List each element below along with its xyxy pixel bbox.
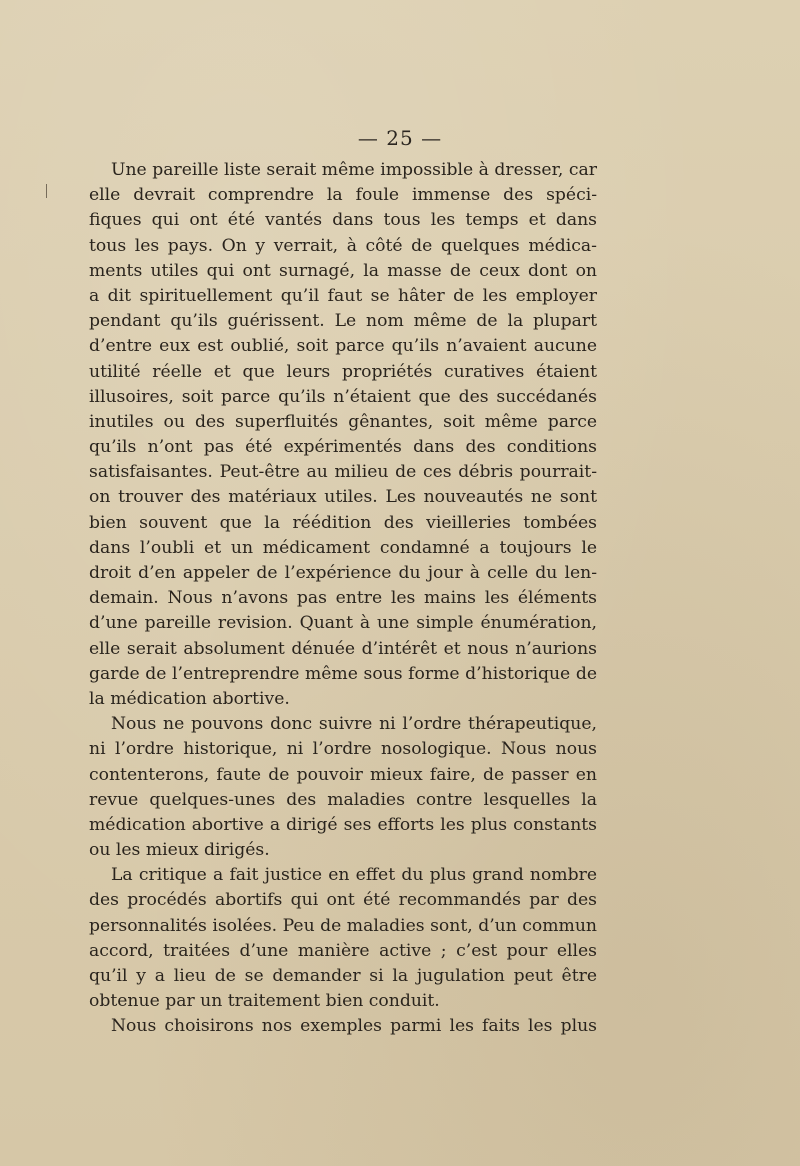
- text-line: contenterons, faute de pouvoir mieux faire, de passer en: [89, 764, 597, 785]
- text-line: garde de l’entreprendre même sous forme d’historique de: [89, 663, 597, 684]
- text-line: inutiles ou des superfluités gênantes, soit même parce: [89, 411, 597, 432]
- text-line: Une pareille liste serait même impossible à dresser, car: [111, 160, 597, 180]
- page-number: — 25 —: [357, 126, 443, 150]
- text-line: utilité réelle et que leurs propriétés curatives étaient: [89, 361, 597, 382]
- text-line: ou les mieux dirigés.: [89, 840, 270, 861]
- text-line: d’une pareille revision. Quant à une simple énumération,: [89, 613, 597, 634]
- body-text: [89, 158, 597, 1040]
- text-line: Nous ne pouvons donc suivre ni l’ordre thérapeutique,: [111, 714, 597, 735]
- text-line: pendant qu’ils guérissent. Le nom même de la plupart: [89, 311, 597, 332]
- text-line: bien souvent que la réédition des vieilleries tombées: [89, 512, 597, 533]
- margin-mark: [46, 184, 47, 198]
- text-line: qu’il y a lieu de se demander si la jugulation peut être: [89, 966, 597, 986]
- text-line: La critique a fait justice en effet du plus grand nombre: [111, 865, 597, 886]
- text-line: illusoires, soit parce qu’ils n’étaient que des succédanés: [89, 386, 597, 407]
- text-line: droit d’en appeler de l’expérience du jour à celle du len-: [89, 563, 597, 583]
- text-line: ments utiles qui ont surnagé, la masse de ceux dont on: [89, 260, 597, 281]
- text-line: obtenue par un traitement bien conduit.: [89, 991, 440, 1012]
- text-line: d’entre eux est oublié, soit parce qu’ils n’avaient aucune: [89, 336, 597, 357]
- text-line: la médication abortive.: [89, 688, 290, 709]
- paragraph-2: [89, 712, 597, 863]
- text-line: fiques qui ont été vantés dans tous les temps et dans: [89, 210, 597, 231]
- text-line: dans l’oubli et un médicament condamné a toujours le: [89, 537, 597, 558]
- text-line: accord, traitées d’une manière active ; c’est pour elles: [89, 940, 597, 961]
- text-line: on trouver des matériaux utiles. Les nouveautés ne sont: [89, 487, 597, 508]
- text-line: qu’ils n’ont pas été expérimentés dans des conditions: [89, 437, 597, 458]
- text-line: personnalités isolées. Peu de maladies sont, d’un commun: [89, 915, 597, 936]
- text-line: demain. Nous n’avons pas entre les mains les éléments: [89, 588, 597, 609]
- text-line: des procédés abortifs qui ont été recommandés par des: [89, 890, 597, 911]
- text-line: satisfaisantes. Peut-être au milieu de ces débris pourrait-: [89, 462, 597, 483]
- text-line: elle serait absolument dénuée d’intérêt et nous n’aurions: [89, 638, 597, 659]
- paragraph-4: [89, 1014, 597, 1039]
- paragraph-1: [89, 158, 597, 712]
- text-line: revue quelques-unes des maladies contre lesquelles la: [89, 789, 597, 810]
- text-line: médication abortive a dirigé ses efforts les plus constants: [89, 814, 597, 835]
- text-line: elle devrait comprendre la foule immense des spéci-: [89, 185, 597, 206]
- paragraph-3: [89, 863, 597, 1014]
- text-line: tous les pays. On y verrait, à côté de quelques médica-: [89, 235, 597, 256]
- text-line: Nous choisirons nos exemples parmi les faits les plus: [111, 1016, 597, 1037]
- text-line: ni l’ordre historique, ni l’ordre nosologique. Nous nous: [89, 739, 597, 760]
- text-line: a dit spirituellement qu’il faut se hâter de les employer: [89, 285, 597, 306]
